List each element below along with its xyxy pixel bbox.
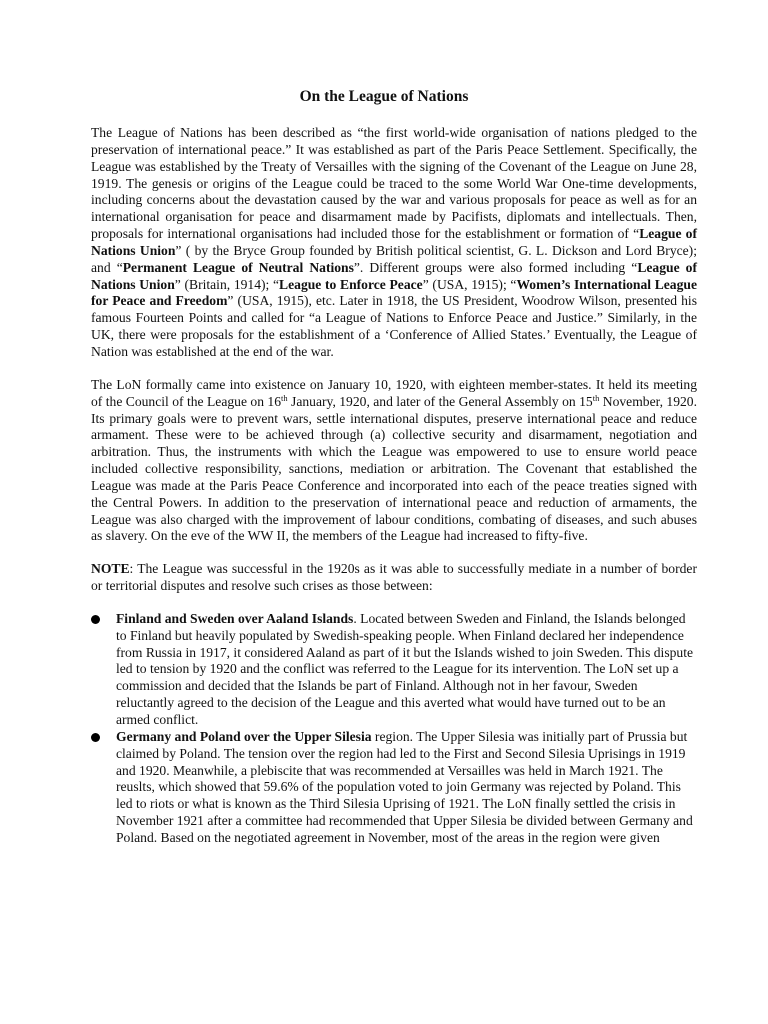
- list-item: [91, 611, 697, 729]
- paragraph-formation: [91, 377, 697, 545]
- paragraph-text: ” (USA, 1915), etc. Later in 1918, the US President, Woodrow Wilson, presented his famous Fourteen Points and called for “a League of Nations to Enforce Peace and Justice.” Similarly, in the UK, there were proposals for the establishment of a ‘Conference of Allied States.’ Eventually, the League of Nation was established at the end of the war.: [91, 293, 697, 359]
- bullet-heading: Germany and Poland over the Upper Silesia: [116, 728, 372, 744]
- bullet-icon: [91, 615, 100, 624]
- paragraph-note: [91, 561, 697, 595]
- paragraph-text: ” (Britain, 1914); “: [174, 276, 280, 292]
- bullet-text: region. The Upper Silesia was initially part of Prussia but claimed by Poland. The tension over the region had led to the First and Second Silesia Uprisings in 1919 and 1920. Meanwhile, a plebiscite that was recommended at Versailles was held in March 1921. The reuslts, which showed that 59.6% of the population voted to join Germany was rejected by Poland. This led to riots or what is known as the Third Silesia Uprising of 1921. The LoN finally settled the crisis in November 1921 after a committee had recommended that Upper Silesia be divided between Germany and Poland. Based on the negotiated agreement in November, most of the areas in the region were given: [116, 728, 693, 845]
- bold-term: Permanent League of Neutral Nations: [122, 259, 354, 275]
- paragraph-text: ” ( by the Bryce Group founded by British political scientist, G. L. Dickson and Lord Bryce); and “: [91, 242, 697, 275]
- bold-term: League of Nations Union: [91, 259, 697, 292]
- paragraph-text: The LoN formally came into existence on January 10, 1920, with eighteen member-states. It held its meeting of the Council of the League on 16: [91, 376, 697, 409]
- paragraph-text: The League of Nations has been described as “the first world-wide organisation of nations pledged to the preservation of international peace.” It was established as part of the Paris Peace Settlement. Specifically, the League was established by the Treaty of Versailles with the signing of the Covenant of the League on June 28, 1919. The genesis or origins of the League could be traced to the some World War One-time developments, including concerns about the devastation caused by the war and various proposals for peace as well as for an international organisation for peace and disarmament made by Pacifists, diplomats and intellectuals. Then, proposals for international organisations had included those for the establishment or formation of “: [91, 125, 697, 242]
- document-body: [91, 125, 697, 847]
- ordinal-suffix: th: [592, 392, 600, 403]
- bullet-icon: [91, 733, 100, 742]
- bullet-heading: Finland and Sweden over Aaland Islands: [116, 610, 354, 626]
- ordinal-suffix: th: [281, 392, 288, 403]
- document-title: On the League of Nations: [299, 88, 469, 105]
- paragraph-text: : The League was successful in the 1920s as it was able to successfully mediate in a number of border or territorial disputes and resolve such crises as those between:: [91, 561, 697, 594]
- paragraph-text: ”. Different groups were also formed including “: [353, 259, 638, 275]
- list-item: [91, 729, 697, 847]
- paragraph-text: ” (USA, 1915); “: [422, 276, 517, 292]
- note-label: NOTE: [91, 561, 130, 577]
- paragraph-origins: [91, 125, 697, 361]
- bold-term: League to Enforce Peace: [279, 276, 423, 292]
- dispute-list: [91, 611, 697, 847]
- paragraph-text: November, 1920. Its primary goals were to prevent wars, settle international disputes, preserve international peace and reduce armament. These were to be achieved through (a) collective security and disarmament, negotiation and arbitration. Thus, the instruments with which the League was empowered to use to ensure world peace included collective responsibility, sanctions, mediation or arbitration. The Covenant that established the League was made at the Paris Peace Conference and incorporated into each of the peace treaties signed with the Central Powers. In addition to the preservation of international peace and reduction of armaments, the League was also charged with the improvement of labour conditions, combating of diseases, and such abuses as slavery. On the eve of the WW II, the members of the League had increased to fifty-five.: [91, 393, 697, 544]
- bold-term: League of Nations Union: [91, 226, 698, 258]
- bullet-text: . Located between Sweden and Finland, the Islands belonged to Finland but heavily populated by Swedish-speaking people. When Finland declared her independence from Russia in 1917, it considered Aaland as part of it but the Islands wished to join Sweden. This dispute led to tension by 1920 and the conflict was referred to the League for its intervention. The LoN set up a commission and decided that the Islands be part of Finland. Although not in her favour, Sweden reluctantly agreed to the decision of the League and this averted what would have turned out to be an armed conflict.: [116, 610, 694, 727]
- bold-term: Women’s International League for Peace and Freedom: [91, 276, 697, 309]
- paragraph-text: January, 1920, and later of the General Assembly on 15: [287, 393, 593, 409]
